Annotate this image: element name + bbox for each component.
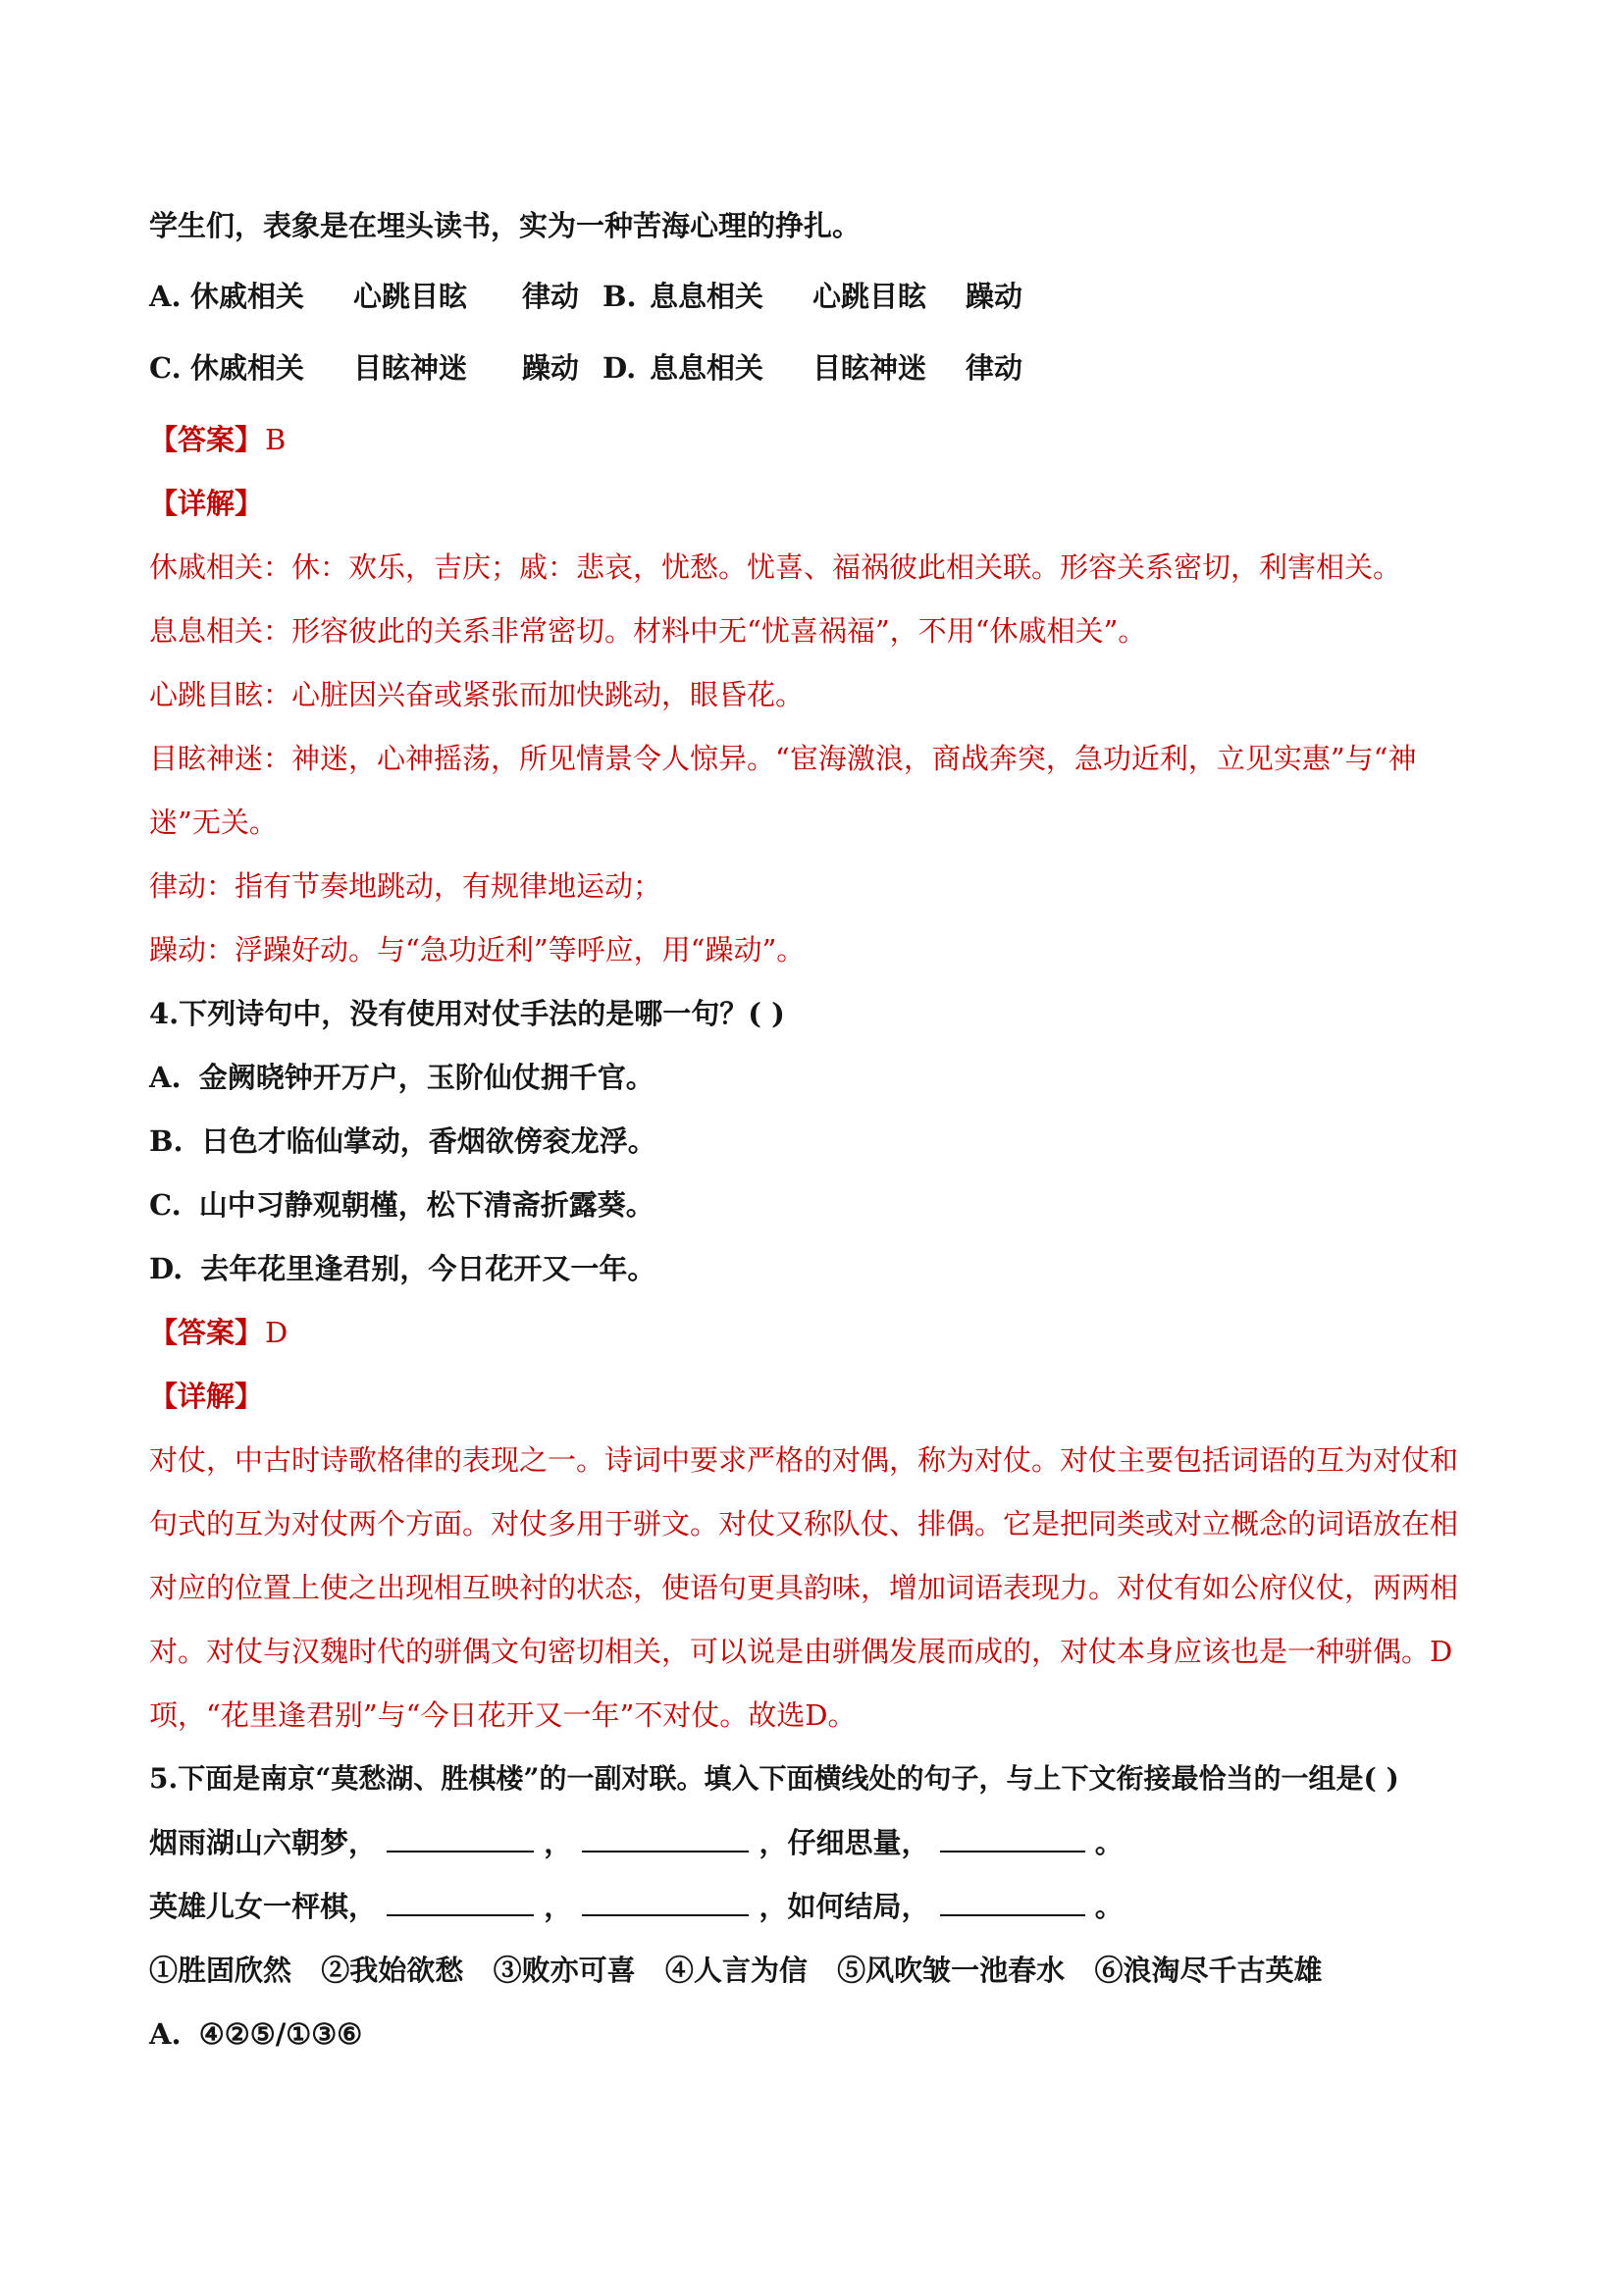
- answer-tag: 【答案】: [149, 423, 264, 456]
- detail-line: 躁动：浮躁好动。与“急功近利”等呼应，用“躁动”。: [149, 933, 806, 966]
- detail-line: 迷”无关。: [149, 806, 278, 839]
- option-d-word-3: 律动: [966, 351, 1023, 385]
- detail-line: 目眩神迷：神迷，心神摇荡，所见情景令人惊异。“宦海激浪，商战奔突，急功近利，立见实惠”与“神: [149, 742, 1417, 775]
- q3-answer: [149, 420, 286, 459]
- couplet-mid: ，仔细思量，: [759, 1826, 930, 1859]
- option-a-word-2: 心跳目眩: [353, 280, 468, 313]
- detail-line: 对应的位置上使之出现相互映衬的状态，使语句更具韵味，增加词语表现力。对仗有如公府仪仗，两两相: [149, 1571, 1459, 1604]
- detail-line: 心跳目眩：心脏因兴奋或紧张而加快跳动，眼昏花。: [149, 678, 805, 711]
- detail-line: 项，“花里逢君别”与“今日花开又一年”不对仗。故选D。: [149, 1698, 857, 1732]
- option-text: 金阙晓钟开万户，玉阶仙仗拥千官。: [198, 1061, 654, 1094]
- q5-option-a: [149, 2014, 362, 2054]
- q3-detail-tag: 【详解】: [149, 487, 264, 520]
- blank-line: [387, 1823, 534, 1852]
- option-b-word-2: 心跳目眩: [812, 280, 927, 313]
- couplet-sep: ，: [544, 1826, 573, 1859]
- blank-line: [582, 1823, 749, 1852]
- couplet-sep: ，: [544, 1890, 573, 1923]
- detail-line: 对仗，中古时诗歌格律的表现之一。诗词中要求严格的对偶，称为对仗。对仗主要包括词语的互为对仗和: [149, 1443, 1459, 1477]
- detail-line: 休戚相关：休：欢乐，吉庆；戚：悲哀，忧愁。忧喜、福祸彼此相关联。形容关系密切，利害相关。: [149, 550, 1402, 584]
- option-label: C.: [149, 1188, 182, 1222]
- blank-line: [940, 1823, 1085, 1852]
- detail-line: 息息相关：形容彼此的关系非常密切。材料中无“忧喜祸福”，不用“休戚相关”。: [149, 614, 1147, 648]
- option-a-word-3: 律动: [522, 280, 580, 313]
- option-label: B.: [149, 1124, 183, 1158]
- option-text: ④②⑤/①③⑥: [198, 2017, 363, 2051]
- option-d-label: D.: [602, 351, 637, 385]
- option-b-word-1: 息息相关: [650, 280, 764, 313]
- couplet-end: 。: [1094, 1826, 1124, 1859]
- answer-value: D: [265, 1316, 288, 1349]
- option-c-word-3: 躁动: [522, 351, 580, 385]
- q3-options-row-2: [149, 348, 1023, 388]
- option-a-label: A.: [149, 280, 182, 313]
- q3-options-row-1: [149, 277, 1023, 316]
- detail-line: 句式的互为对仗两个方面。对仗多用于骈文。对仗又称队仗、排偶。它是把同类或对立概念的词语放在相: [149, 1507, 1459, 1540]
- option-text: 去年花里逢君别，今日花开又一年。: [200, 1252, 656, 1285]
- answer-tag: 【答案】: [149, 1316, 264, 1349]
- couplet-mid: ，如何结局，: [759, 1890, 930, 1923]
- blank-line: [387, 1887, 534, 1916]
- q5-choices: ①胜固欣然 ②我始欲愁 ③败亦可喜 ④人言为信 ⑤风吹皱一池春水 ⑥浪淘尽千古英雄: [149, 1954, 1323, 1987]
- q4-answer: [149, 1313, 288, 1352]
- q4-option-a: [149, 1058, 654, 1097]
- option-text: 山中习静观朝槿，松下清斋折露葵。: [198, 1188, 654, 1222]
- option-label: A.: [149, 2017, 182, 2051]
- intro-line: 学生们，表象是在埋头读书，实为一种苦海心理的挣扎。: [149, 209, 862, 242]
- couplet-end: 。: [1094, 1890, 1124, 1923]
- option-d-word-1: 息息相关: [650, 351, 764, 385]
- q4-option-b: [149, 1122, 656, 1161]
- option-b-label: B.: [602, 280, 637, 313]
- blank-line: [582, 1887, 749, 1916]
- couplet-start: 英雄儿女一枰棋，: [149, 1890, 378, 1923]
- blank-line: [940, 1887, 1085, 1916]
- option-label: D.: [149, 1252, 183, 1285]
- option-label: A.: [149, 1061, 182, 1094]
- option-text: 日色才临仙掌动，香烟欲傍衮龙浮。: [200, 1124, 656, 1158]
- option-b-word-3: 躁动: [966, 280, 1023, 313]
- q4-option-c: [149, 1185, 654, 1225]
- q4-detail-tag: 【详解】: [149, 1380, 264, 1413]
- answer-value: B: [265, 423, 287, 456]
- couplet-start: 烟雨湖山六朝梦，: [149, 1826, 378, 1859]
- option-d-word-2: 目眩神迷: [812, 351, 927, 385]
- option-c-word-2: 目眩神迷: [353, 351, 468, 385]
- option-c-label: C.: [149, 351, 182, 385]
- q4-question: 4.下列诗句中，没有使用对仗手法的是哪一句？( ): [149, 997, 785, 1030]
- q5-question: 5.下面是南京“莫愁湖、胜棋楼”的一副对联。填入下面横线处的句子，与上下文衔接最恰当的一组是( ): [149, 1762, 1399, 1795]
- detail-line: 对。对仗与汉魏时代的骈偶文句密切相关，可以说是由骈偶发展而成的，对仗本身应该也是一种骈偶。D: [149, 1635, 1453, 1668]
- q5-couplet-line-2: [149, 1887, 1124, 1926]
- option-c-word-1: 休戚相关: [190, 351, 305, 385]
- q5-couplet-line-1: [149, 1823, 1124, 1862]
- detail-line: 律动：指有节奏地跳动，有规律地运动；: [149, 869, 662, 903]
- q4-option-d: [149, 1249, 655, 1288]
- option-a-word-1: 休戚相关: [190, 280, 305, 313]
